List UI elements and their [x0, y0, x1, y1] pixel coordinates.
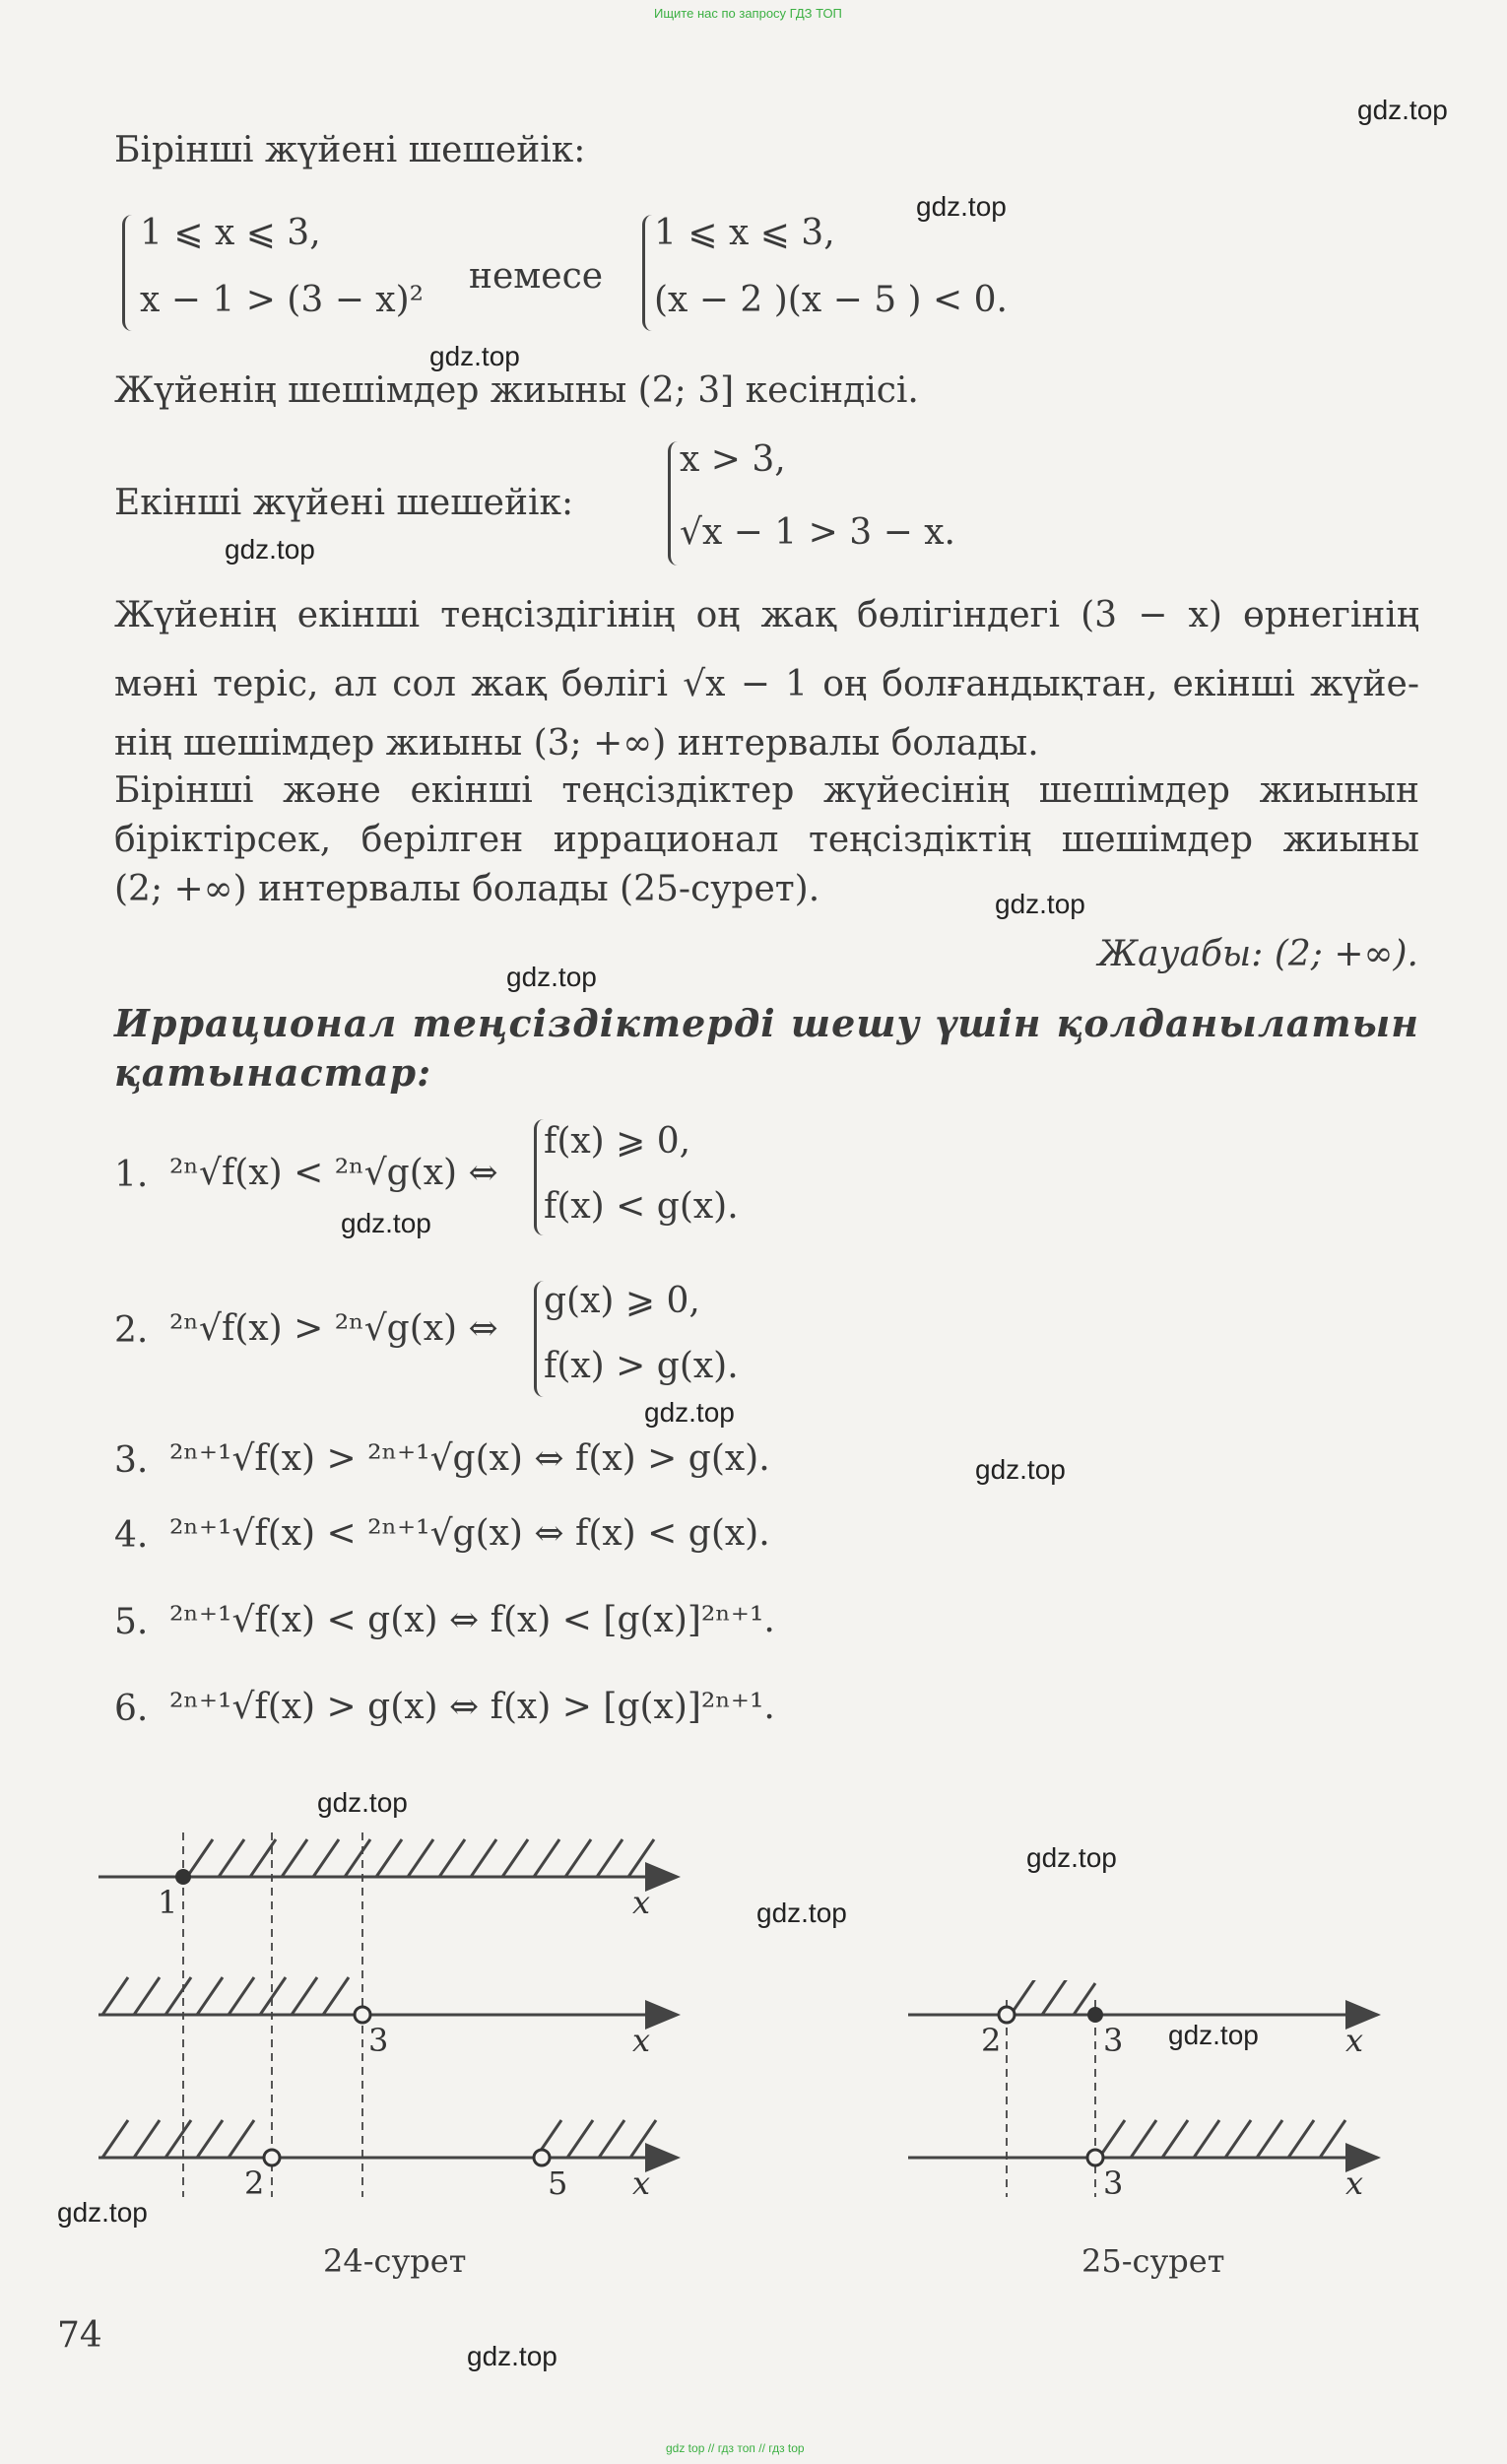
relation-text: ²ⁿ⁺¹√f(x) < g(x) ⇔ f(x) < [g(x)]²ⁿ⁺¹. — [169, 1600, 775, 1640]
watermark: gdz.top — [341, 1208, 431, 1238]
filled-point — [175, 1869, 191, 1885]
watermark: gdz.top — [1357, 95, 1448, 125]
figure-24 — [89, 1803, 699, 2217]
open-point — [264, 2150, 280, 2165]
axis-x-label: x — [1345, 2022, 1364, 2059]
relation-system-line1: f(x) ⩾ 0, — [544, 1121, 691, 1162]
relation-system-line2: f(x) < g(x). — [544, 1186, 739, 1227]
relation-number: 4. — [114, 1515, 149, 1556]
open-point — [355, 2007, 370, 2023]
footer-note: gdz top // гдз топ // гдз top — [666, 2441, 805, 2455]
paragraph1-line: нің шешімдер жиыны (3; +∞) интервалы болады. — [114, 723, 1039, 764]
solution-set1: Жүйенің шешімдер жиыны (2; 3] кесіндісі. — [114, 370, 919, 411]
relation-system-line2: f(x) > g(x). — [544, 1346, 739, 1386]
system1-left-line1: 1 ⩽ x ⩽ 3, — [140, 213, 321, 253]
hatch — [1011, 1980, 1095, 2015]
system1-left-line2: x − 1 > (3 − x)² — [140, 280, 425, 320]
axis-label: 2 — [244, 2164, 265, 2202]
hatch — [183, 1839, 676, 1877]
watermark: gdz.top — [975, 1454, 1066, 1485]
figure-24-caption: 24-сурет — [323, 2242, 467, 2280]
open-point — [534, 2150, 550, 2165]
open-point — [999, 2007, 1015, 2023]
filled-point — [1087, 2007, 1103, 2023]
left-brace — [122, 215, 137, 331]
relation-number: 2. — [114, 1310, 149, 1351]
open-point — [1087, 2150, 1103, 2165]
relation-text: ²ⁿ⁺¹√f(x) > g(x) ⇔ f(x) > [g(x)]²ⁿ⁺¹. — [169, 1687, 775, 1727]
relation-text: ²ⁿ⁺¹√f(x) > ²ⁿ⁺¹√g(x) ⇔ f(x) > g(x). — [169, 1438, 770, 1479]
paragraph1-line: Жүйенің екінші теңсіздігінің оң жақ бөлігіндегі (3 − x) өрнегінің — [114, 595, 1419, 635]
paragraph1-line: мәні теріс, ал сол жақ бөлігі √x − 1 оң болғандықтан, екінші жүйе- — [114, 664, 1419, 704]
hatch — [102, 1977, 349, 2015]
system1-right-line2: (x − 2 )(x − 5 ) < 0. — [654, 280, 1008, 320]
header-note: Ищите нас по запросу ГДЗ ТОП — [654, 6, 842, 21]
hatch — [1099, 2120, 1345, 2158]
relation-left: ²ⁿ√f(x) < ²ⁿ√g(x) ⇔ — [169, 1153, 498, 1193]
system1-heading: Бірінші жүйені шешейік: — [114, 130, 586, 170]
page-number: 74 — [57, 2315, 102, 2356]
relation-text: ²ⁿ⁺¹√f(x) < ²ⁿ⁺¹√g(x) ⇔ f(x) < g(x). — [169, 1513, 770, 1554]
system1-right-line1: 1 ⩽ x ⩽ 3, — [654, 213, 835, 253]
paragraph2-line: Бірінші және екінші теңсіздіктер жүйесінің шешімдер жиынын — [114, 770, 1419, 811]
axis-label: 3 — [368, 2022, 389, 2059]
watermark: gdz.top — [467, 2341, 557, 2371]
system2-line1: x > 3, — [680, 439, 786, 480]
axis-label: 3 — [1103, 2022, 1124, 2059]
axis-label: 5 — [548, 2164, 568, 2202]
watermark: gdz.top — [916, 191, 1007, 222]
figure-25 — [902, 1980, 1395, 2217]
relation-number: 1. — [114, 1155, 149, 1195]
hatch — [102, 2120, 656, 2158]
axis-x-label: x — [632, 1884, 651, 1921]
axis-label: 1 — [158, 1884, 178, 1921]
system2-line2: √x − 1 > 3 − x. — [680, 512, 955, 553]
watermark: gdz.top — [756, 1898, 847, 1928]
axis-x-label: x — [632, 2022, 651, 2059]
system2-heading: Екінші жүйені шешейік: — [114, 483, 574, 523]
paragraph2-line: біріктірсек, берілген иррационал теңсіздіктің шешімдер жиыны — [114, 820, 1419, 860]
watermark: gdz.top — [57, 2197, 148, 2228]
watermark: gdz.top — [1168, 2020, 1259, 2050]
relations-title-cont: қатынастар: — [114, 1050, 432, 1095]
watermark: gdz.top — [1026, 1842, 1117, 1873]
relation-number: 3. — [114, 1440, 149, 1481]
watermark: gdz.top — [225, 534, 315, 565]
relation-system-line1: g(x) ⩾ 0, — [544, 1281, 700, 1321]
answer: Жауабы: (2; +∞). — [1097, 934, 1418, 974]
relations-title: Иррационал теңсіздіктерді шешу үшін қолданылатын — [114, 1001, 1419, 1045]
axis-label: 3 — [1103, 2164, 1124, 2202]
watermark: gdz.top — [506, 962, 597, 992]
axis-label: 2 — [981, 2022, 1002, 2059]
system1-connector: немесе — [469, 256, 604, 297]
watermark: gdz.top — [995, 889, 1085, 919]
watermark: gdz.top — [644, 1397, 735, 1428]
axis-x-label: x — [1345, 2164, 1364, 2202]
axis-x-label: x — [632, 2164, 651, 2202]
figure-25-caption: 25-сурет — [1081, 2242, 1225, 2280]
relation-left: ²ⁿ√f(x) > ²ⁿ√g(x) ⇔ — [169, 1308, 498, 1349]
relation-number: 5. — [114, 1602, 149, 1642]
watermark: gdz.top — [317, 1787, 408, 1818]
watermark: gdz.top — [429, 341, 520, 371]
paragraph2-line: (2; +∞) интервалы болады (25-сурет). — [114, 869, 820, 909]
relation-number: 6. — [114, 1689, 149, 1729]
